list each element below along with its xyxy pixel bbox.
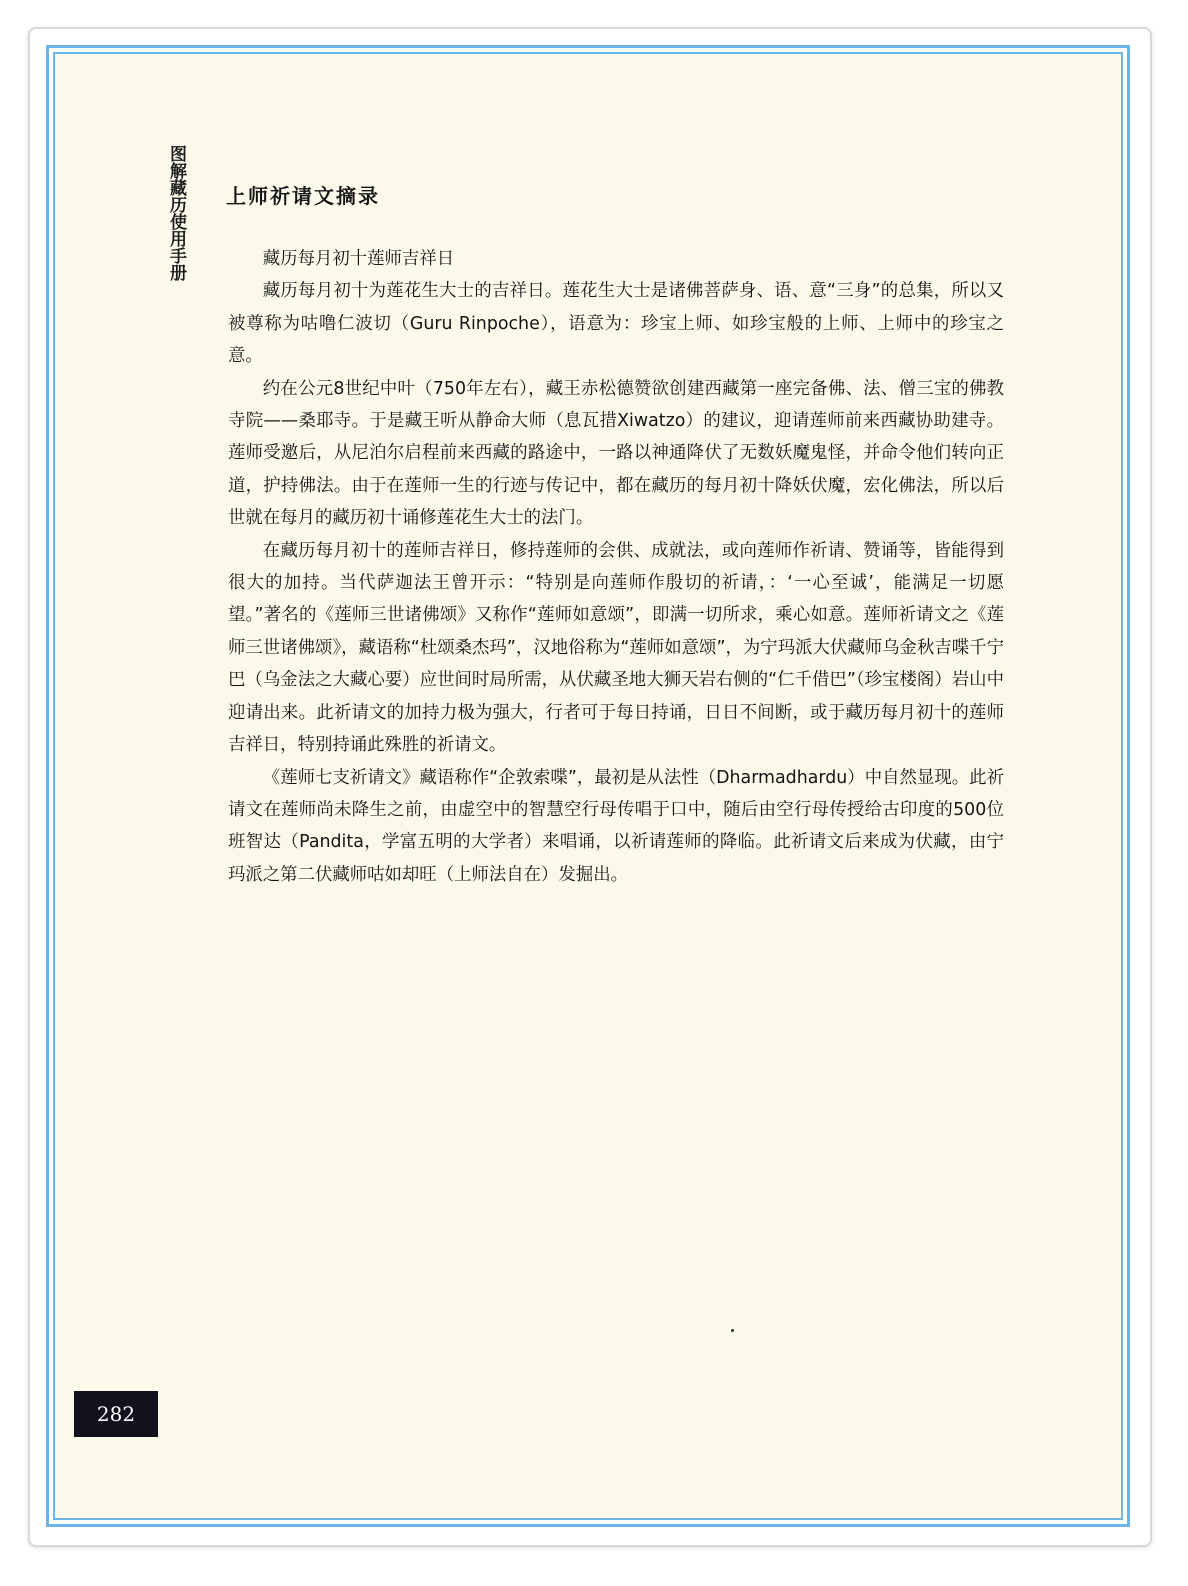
paragraph-1: 藏历每月初十为莲花生大士的吉祥日。莲花生大士是诸佛菩萨身、语、意“三身”的总集，所以又被尊称为咕噜仁波切（Guru Rinpoche），语意为：珍宝上师、如珍宝般的上师、上师中的珍宝之意。: [228, 281, 1004, 367]
print-speck: [731, 1329, 734, 1332]
paragraph-4: 《莲师七支祈请文》藏语称作“企敦索喋”，最初是从法性（Dharmadhardu）中自然显现。此祈请文在莲师尚未降生之前，由虚空中的智慧空行母传唱于口中，随后由空行母传授给古印度的500位班智达（Pandita，学富五明的大学者）来唱诵，以祈请莲师的降临。此祈请文后来成为伏藏，由宁玛派之第二伏藏师咕如却旺（上师法自在）发掘出。: [228, 767, 1004, 885]
page-number: 282: [96, 1402, 136, 1426]
body-text: [228, 243, 1004, 891]
page-number-badge: [74, 1391, 158, 1437]
subheading: 藏历每月初十莲师吉祥日: [262, 249, 455, 269]
book-side-title: 图解藏历使用手册: [166, 145, 186, 281]
paragraph-2: 约在公元8世纪中叶（750年左右），藏王赤松德赞欲创建西藏第一座完备佛、法、僧三宝的佛教寺院——桑耶寺。于是藏王听从静命大师（息瓦措Xiwatzo）的建议，迎请莲师前来西藏协助建寺。莲师受邀后，从尼泊尔启程前来西藏的路途中，一路以神通降伏了无数妖魔鬼怪，并命令他们转向正道，护持佛法。由于在莲师一生的行迹与传记中，都在藏历的每月初十降妖伏魔，宏化佛法，所以后世就在每月的藏历初十诵修莲花生大士的法门。: [228, 378, 1004, 529]
paragraph-3: 在藏历每月初十的莲师吉祥日，修持莲师的会供、成就法，或向莲师作祈请、赞诵等，皆能得到很大的加持。当代萨迦法王曾开示：“特别是向莲师作殷切的祈请，：‘一心至诚’，能满足一切愿望。”著名的《莲师三世诸佛颂》又称作“莲师如意颂”，即满一切所求，乘心如意。莲师祈请文之《莲师三世诸佛颂》，藏语称“杜颂桑杰玛”，汉地俗称为“莲师如意颂”，为宁玛派大伏藏师乌金秋吉喋千宁巴（乌金法之大藏心要）应世间时局所需，从伏藏圣地大狮天岩右侧的“仁千借巴”（珍宝楼阁）岩山中迎请出来。此祈请文的加持力极为强大，行者可于每日持诵，日日不间断，或于藏历每月初十的莲师吉祥日，特别持诵此殊胜的祈请文。: [228, 540, 1004, 756]
section-title: 上师祈请文摘录: [226, 184, 380, 208]
